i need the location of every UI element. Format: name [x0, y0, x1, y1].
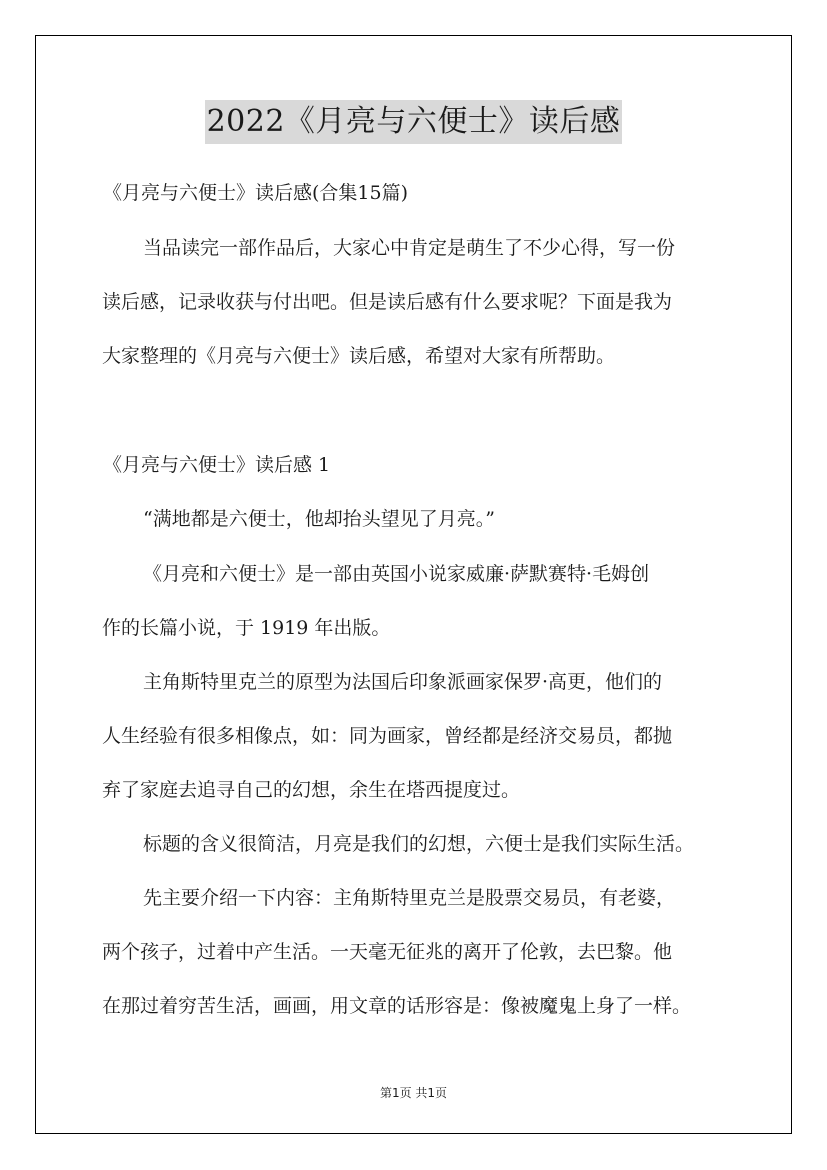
body-line: 作的长篇小说，于 1919 年出版。: [102, 617, 391, 639]
body-line: 人生经验有很多相像点，如：同为画家，曾经都是经济交易员，都抛: [102, 725, 673, 747]
body-line: 先主要介绍一下内容：主角斯特里克兰是股票交易员，有老婆，: [143, 887, 676, 909]
body-line: 《月亮和六便士》是一部由英国小说家威廉·萨默赛特·毛姆创: [143, 563, 650, 585]
body-line: 在那过着穷苦生活，画画，用文章的话形容是：像被魔鬼上身了一样。: [102, 995, 692, 1017]
intro-line: 当品读完一部作品后，大家心中肯定是萌生了不少心得，写一份: [143, 237, 676, 259]
body-line: 两个孩子，过着中产生活。一天毫无征兆的离开了伦敦，去巴黎。他: [102, 941, 673, 963]
body-line: 标题的含义很简洁，月亮是我们的幻想，六便士是我们实际生活。: [143, 833, 695, 855]
body-line: 主角斯特里克兰的原型为法国后印象派画家保罗·高更，他们的: [143, 671, 663, 693]
title-container: [0, 100, 827, 144]
intro-line: 读后感，记录收获与付出吧。但是读后感有什么要求呢？下面是我为: [102, 291, 673, 313]
intro-line: 大家整理的《月亮与六便士》读后感，希望对大家有所帮助。: [102, 345, 616, 367]
body-line: 弃了家庭去追寻自己的幻想，余生在塔西提度过。: [102, 779, 521, 801]
page-footer: 第1页 共1页: [379, 1086, 448, 1100]
document-subtitle: 《月亮与六便士》读后感(合集15篇): [103, 182, 409, 204]
document-title: 2022《月亮与六便士》读后感: [205, 100, 623, 144]
body-line: “满地都是六便士，他却抬头望见了月亮。”: [143, 508, 495, 530]
section-heading: 《月亮与六便士》读后感 1: [103, 454, 331, 476]
